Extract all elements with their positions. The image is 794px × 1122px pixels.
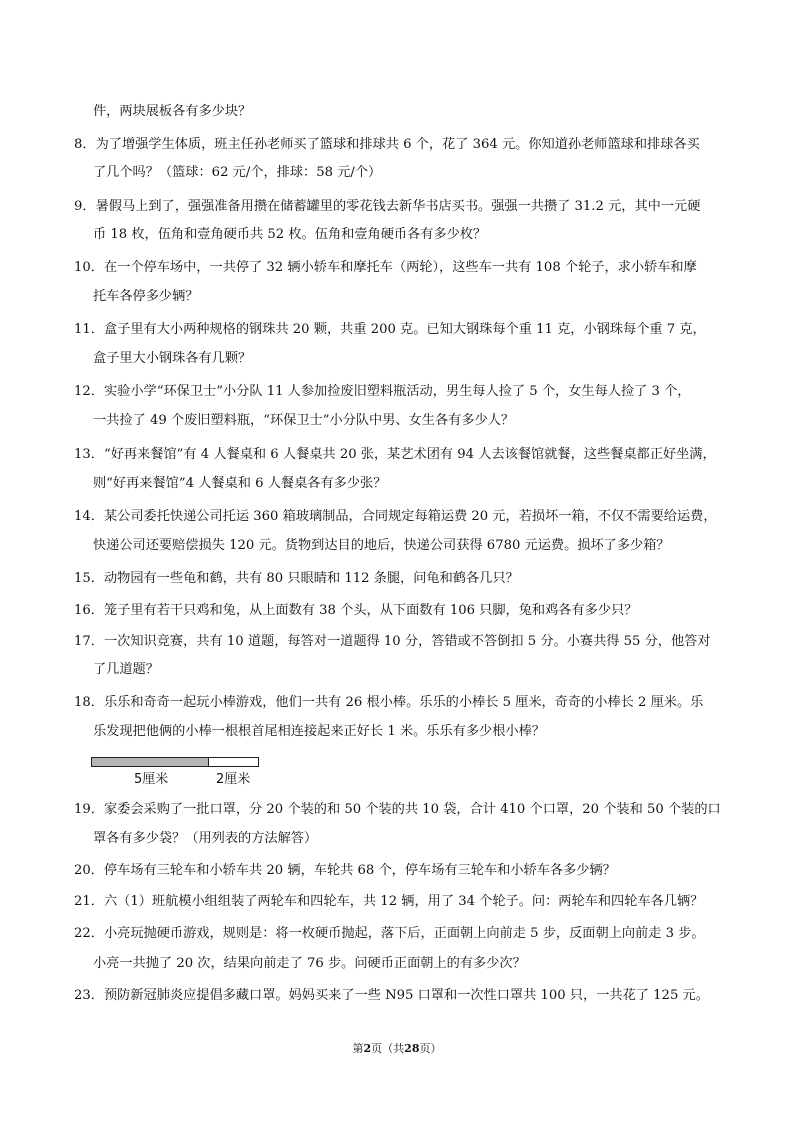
question-9-continuation: 币 18 枚，伍角和壹角硬币共 52 枚。伍角和壹角硬币各有多少枚？ bbox=[93, 227, 487, 242]
question-23: 23．预防新冠肺炎应提倡多藏口罩。妈妈买来了一些 N95 口罩和一次性口罩共 100 只，一共花了 125 元。 bbox=[74, 988, 709, 1003]
qiqi-stick-bar bbox=[208, 757, 259, 767]
footer-prefix: 第 bbox=[352, 1042, 364, 1055]
lele-stick-length-label: 5厘米 bbox=[134, 772, 169, 787]
footer-total-pages: 28 bbox=[404, 1042, 420, 1055]
question-14: 14．某公司委托快递公司托运 360 箱玻璃制品，合同规定每箱运费 20 元，若损坏一箱，不仅不需要给运费， bbox=[74, 509, 717, 524]
question-22: 22．小亮玩抛硬币游戏，规则是：将一枚硬币抛起，落下后，正面朝上向前走 5 步，反面朝上向前走 3 步。 bbox=[74, 926, 705, 941]
footer-page-number: 2 bbox=[363, 1042, 372, 1055]
question-10: 10．在一个停车场中，一共停了 32 辆小轿车和摩托车（两轮），这些车一共有 108 个轮子，求小轿车和摩 bbox=[74, 260, 697, 275]
question-11: 11．盒子里有大小两种规格的钢珠共 20 颗，共重 200 克。已知大钢珠每个重 11 克，小钢珠每个重 7 克， bbox=[74, 322, 706, 337]
question-18: 18．乐乐和奇奇一起玩小棒游戏，他们一共有 26 根小棒。乐乐的小棒长 5 厘米，奇奇的小棒长 2 厘米。乐 bbox=[74, 695, 704, 710]
question-19: 19．家委会采购了一批口罩，分 20 个装的和 50 个装的共 10 袋，合计 410 个口罩，20 个装和 50 个装的口 bbox=[74, 802, 721, 817]
question-19-continuation: 罩各有多少袋？（用列表的方法解答） bbox=[93, 831, 318, 846]
question-18-continuation: 乐发现把他俩的小棒一根根首尾相连接起来正好长 1 米。乐乐有多少根小棒？ bbox=[93, 724, 545, 739]
question-11-continuation: 盒子里大小钢珠各有几颗？ bbox=[93, 351, 252, 366]
question-22-continuation: 小亮一共抛了 20 次，结果向前走了 76 步。问硬币正面朝上的有多少次？ bbox=[93, 956, 526, 971]
question-12: 12．实验小学“环保卫士”小分队 11 人参加捡废旧塑料瓶活动，男生每人捡了 5 个，女生每人捡了 3 个， bbox=[74, 384, 691, 399]
page-footer bbox=[0, 1041, 794, 1057]
question-21: 21．六（1）班航模小组组装了两轮车和四轮车，共 12 辆，用了 34 个轮子。问：两轮车和四轮车各几辆？ bbox=[74, 894, 704, 909]
question-13-continuation: 则“好再来餐馆”4 人餐桌和 6 人餐桌各有多少张？ bbox=[93, 476, 387, 491]
question-17: 17．一次知识竞赛，共有 10 道题，每答对一道题得 10 分，答错或不答倒扣 5 分。小赛共得 55 分，他答对 bbox=[74, 634, 711, 649]
stick-length-diagram bbox=[91, 757, 261, 793]
question-9: 9．暑假马上到了，强强准备用攒在储蓄罐里的零花钱去新华书店买书。强强一共攒了 31.2 元，其中一元硬 bbox=[74, 199, 701, 214]
question-12-continuation: 一共捡了 49 个废旧塑料瓶，“环保卫士”小分队中男、女生各有多少人？ bbox=[93, 413, 515, 428]
question-13: 13．“好再来餐馆”有 4 人餐桌和 6 人餐桌共 20 张，某艺术团有 94 人去该餐馆就餐，这些餐桌都正好坐满， bbox=[74, 447, 716, 462]
lele-stick-bar bbox=[91, 757, 209, 767]
question-16: 16．笼子里有若干只鸡和兔，从上面数有 38 个头，从下面数有 106 只脚，兔和鸡各有多少只？ bbox=[74, 603, 638, 618]
question-20: 20．停车场有三轮车和小轿车共 20 辆，车轮共 68 个，停车场有三轮车和小轿车各多少辆？ bbox=[74, 863, 616, 878]
qiqi-stick-length-label: 2厘米 bbox=[216, 772, 251, 787]
question-8: 8．为了增强学生体质，班主任孙老师买了篮球和排球共 6 个，花了 364 元。你知道孙老师篮球和排球各买 bbox=[74, 137, 700, 152]
footer-middle: 页（共 bbox=[371, 1042, 405, 1055]
question-14-continuation: 快递公司还要赔偿损失 120 元。货物到达目的地后，快递公司获得 6780 元运费。损坏了多少箱？ bbox=[93, 538, 670, 553]
footer-suffix: 页） bbox=[419, 1042, 442, 1055]
question-15: 15．动物园有一些龟和鹤，共有 80 只眼睛和 112 条腿，问龟和鹤各几只？ bbox=[74, 571, 519, 586]
question-17-continuation: 了几道题？ bbox=[93, 662, 159, 677]
question-10-continuation: 托车各停多少辆？ bbox=[93, 289, 199, 304]
q7-continuation: 件，两块展板各有多少块？ bbox=[93, 104, 252, 119]
question-8-continuation: 了几个吗？（篮球：62 元/个，排球：58 元/个） bbox=[93, 165, 382, 180]
